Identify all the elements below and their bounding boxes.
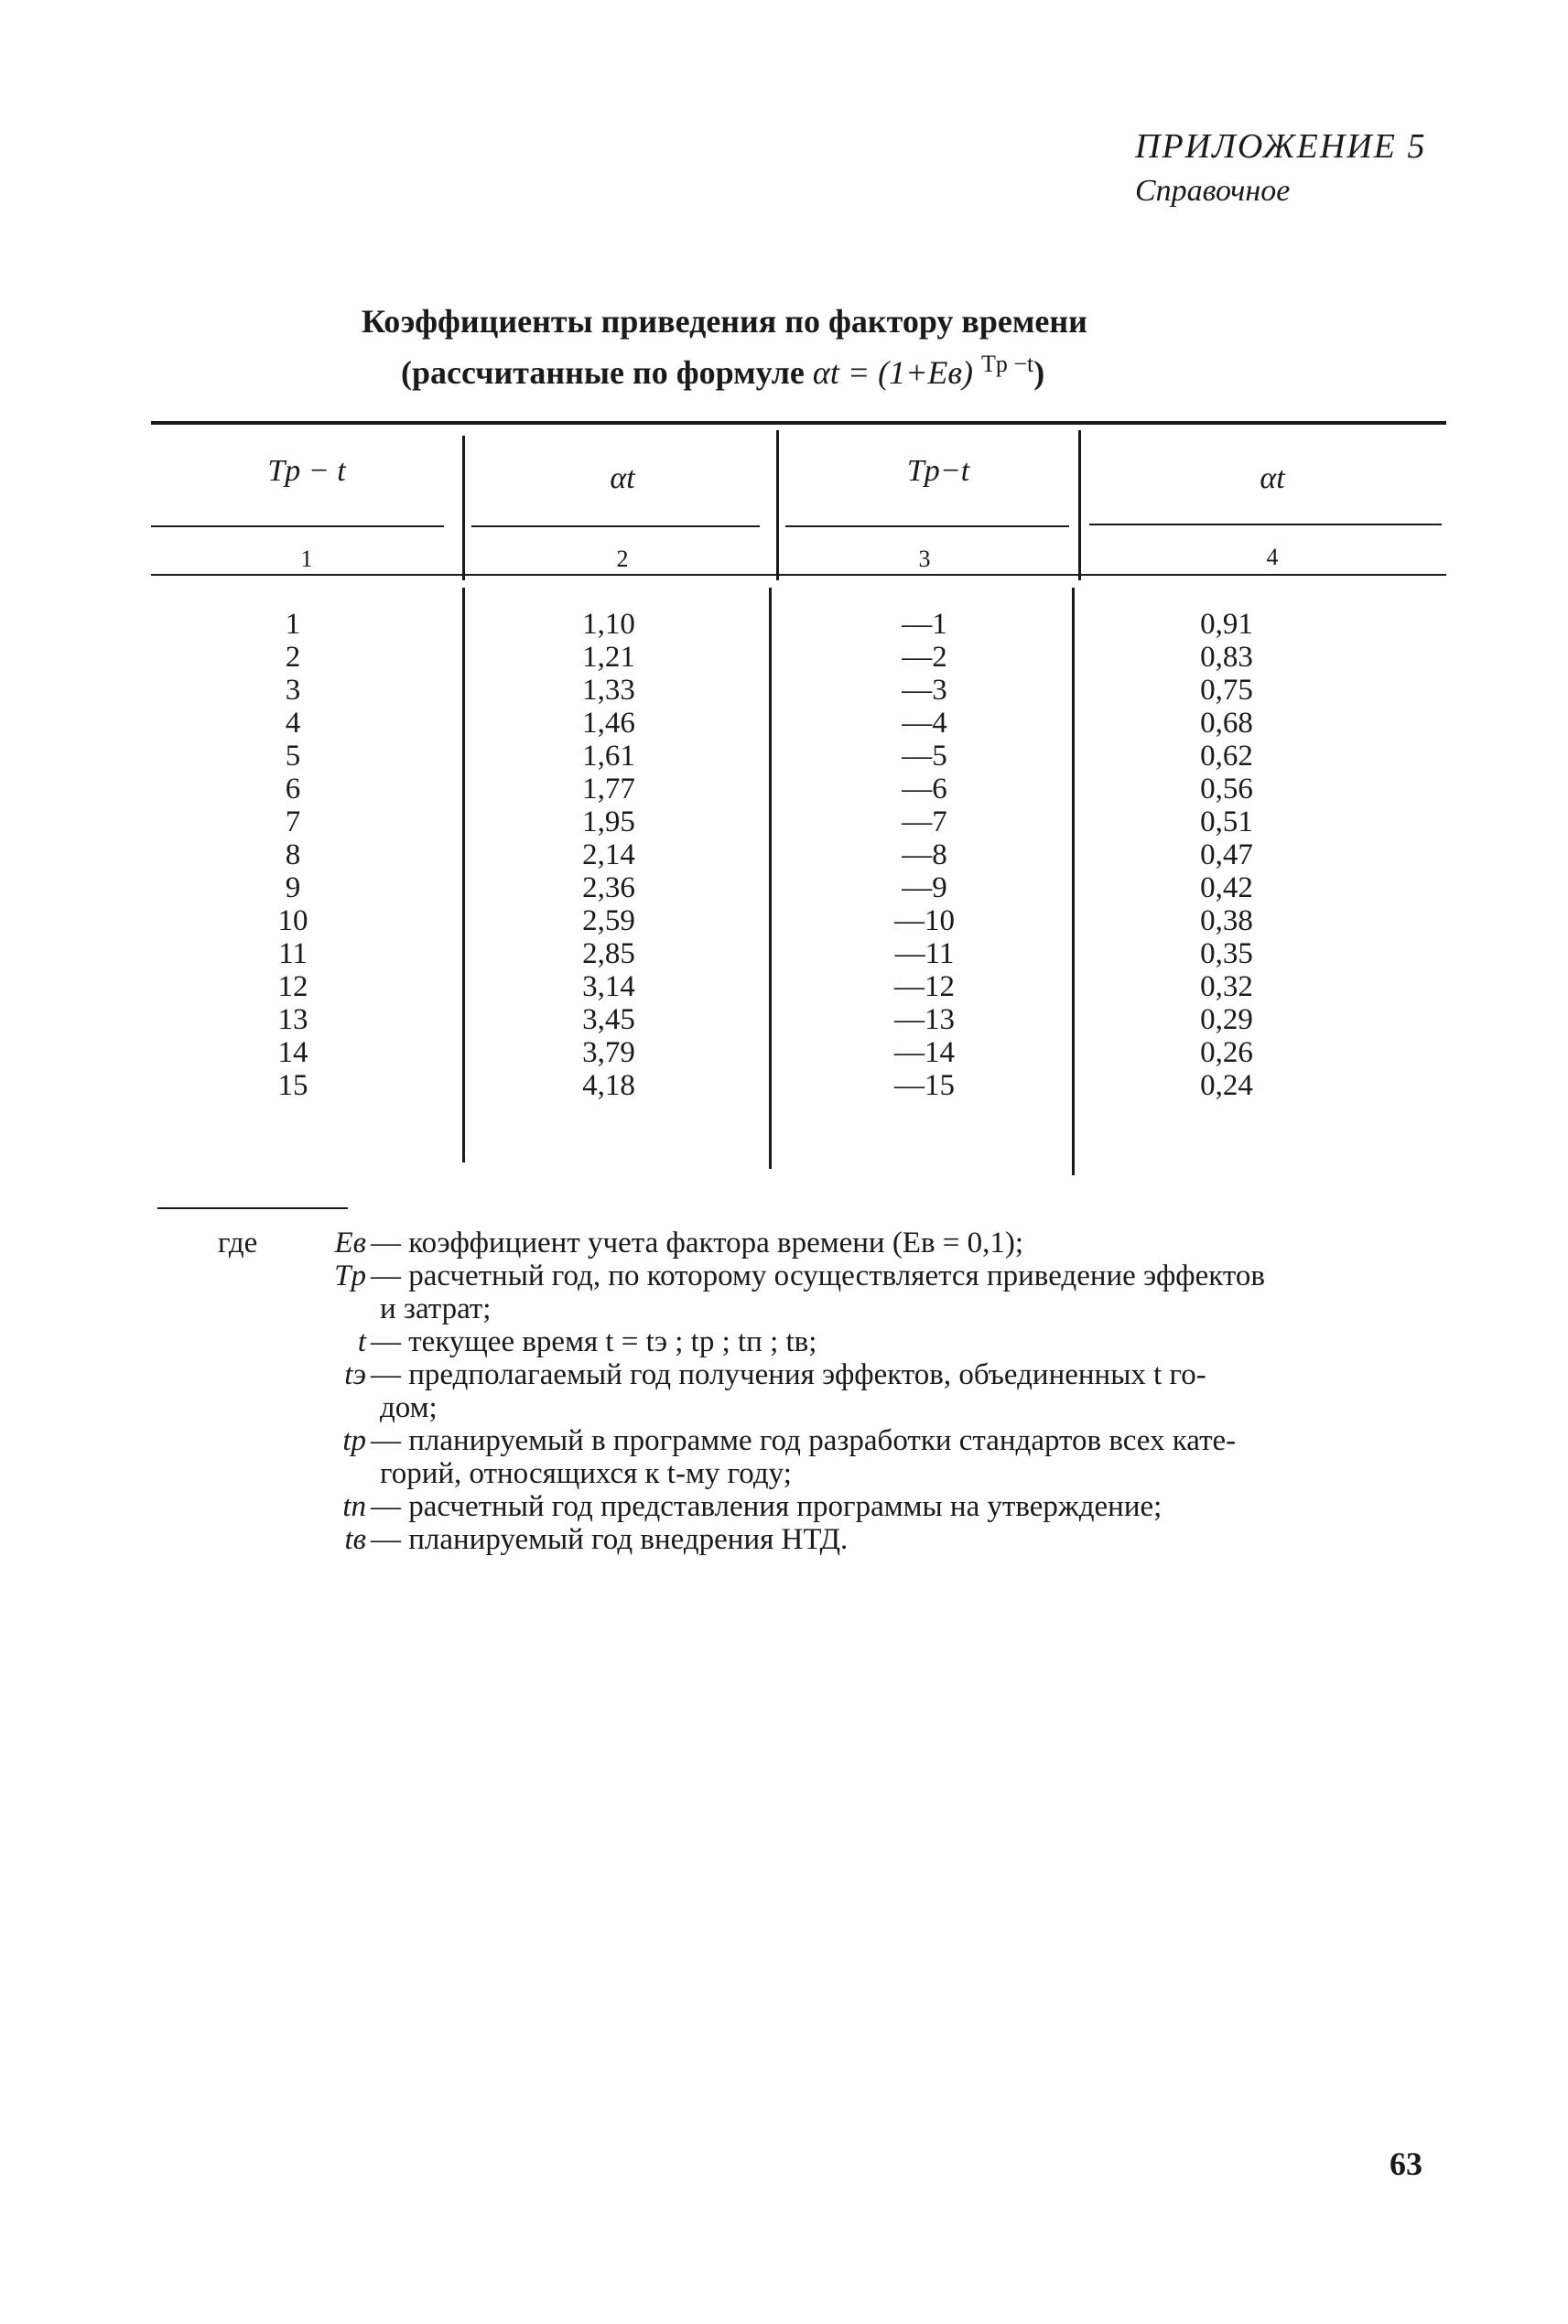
table-cell: 2,85	[582, 937, 635, 970]
subtitle-suffix: )	[1033, 354, 1045, 391]
table-cell: 5	[285, 740, 301, 773]
table-cell: 4,18	[582, 1069, 635, 1102]
table-cell: —10	[894, 904, 955, 937]
table-cell: 0,26	[1200, 1036, 1253, 1069]
subtitle-prefix: (рассчитанные по формуле	[401, 354, 805, 391]
column-1-values	[243, 608, 343, 1102]
table-cell: 0,91	[1200, 608, 1253, 641]
note-text-tp: — планируемый в программе год разработки стандартов всех кате-	[371, 1424, 1237, 1457]
table-subtitle	[401, 351, 1225, 392]
header-underline-2	[471, 525, 760, 527]
table-cell: 1,61	[582, 740, 635, 773]
table-cell: —4	[902, 707, 947, 740]
table-cell: —9	[902, 871, 947, 904]
column-2-values	[549, 608, 668, 1102]
table-cell: 3	[285, 674, 301, 707]
table-cell: 3,79	[582, 1036, 635, 1069]
table-cell: 9	[285, 871, 301, 904]
table-cell: 0,56	[1200, 773, 1253, 805]
table-cell: 3,14	[582, 970, 635, 1003]
table-cell: —12	[894, 970, 955, 1003]
table-cell: 0,38	[1200, 904, 1253, 937]
table-cell: —1	[902, 608, 947, 641]
table-cell: —6	[902, 773, 947, 805]
table-cell: 0,32	[1200, 970, 1253, 1003]
appendix-label: ПРИЛОЖЕНИЕ 5	[1135, 127, 1427, 166]
note-cont-tp: горий, относящихся к t-му году;	[380, 1457, 792, 1490]
table-cell: 1	[285, 608, 301, 641]
table-cell: —3	[902, 674, 947, 707]
table-cell: 1,77	[582, 773, 635, 805]
table-cell: 13	[277, 1003, 308, 1036]
table-cell: 2,59	[582, 904, 635, 937]
table-cell: 3,45	[582, 1003, 635, 1036]
column-number-2: 2	[616, 546, 629, 572]
note-text-ev: — коэффициент учета фактора времени (Eв = 0,1);	[371, 1227, 1024, 1259]
column-header-1: Tр − t	[267, 454, 346, 488]
column-4-values	[1167, 608, 1286, 1102]
column-divider-2-body	[769, 588, 772, 1169]
note-symbol-tn: tп	[342, 1490, 366, 1523]
table-cell: 10	[277, 904, 308, 937]
column-3-values	[865, 608, 984, 1102]
table-title: Коэффициенты приведения по фактору времени	[362, 303, 1087, 340]
table-cell: 0,29	[1200, 1003, 1253, 1036]
reference-label: Справочное	[1135, 174, 1291, 208]
column-divider-1-body	[462, 588, 465, 1162]
table-cell: 0,47	[1200, 838, 1253, 871]
note-symbol-tr: Tр	[334, 1259, 366, 1292]
table-cell: 1,46	[582, 707, 635, 740]
table-cell: —8	[902, 838, 947, 871]
table-cell: 0,24	[1200, 1069, 1253, 1102]
note-text-tr: — расчетный год, по которому осуществляется приведение эффектов	[371, 1259, 1265, 1292]
table-cell: —13	[894, 1003, 955, 1036]
table-cell: —7	[902, 805, 947, 838]
page-number: 63	[1390, 2146, 1422, 2182]
table-cell: 0,62	[1200, 740, 1253, 773]
column-divider-3-body	[1072, 588, 1075, 1175]
table-cell: 1,21	[582, 641, 635, 674]
column-divider-1	[462, 436, 465, 580]
note-text-t: — текущее время t = tэ ; tр ; tп ; tв;	[371, 1325, 817, 1358]
table-cell: 11	[278, 937, 308, 970]
table-cell: —5	[902, 740, 947, 773]
note-symbol-t: t	[357, 1325, 366, 1358]
table-cell: 2,36	[582, 871, 635, 904]
table-cell: 6	[285, 773, 301, 805]
table-cell: 8	[285, 838, 301, 871]
column-header-3: Tр−t	[906, 454, 970, 488]
table-cell: 12	[277, 970, 308, 1003]
column-divider-3	[1078, 430, 1081, 580]
column-number-3: 3	[918, 546, 931, 572]
note-symbol-tp: tр	[342, 1424, 366, 1457]
table-cell: 14	[277, 1036, 308, 1069]
column-header-2: αt	[610, 461, 635, 495]
table-cell: 15	[277, 1069, 308, 1102]
table-top-rule	[151, 421, 1446, 425]
note-cont-te: дом;	[380, 1391, 438, 1424]
notes-lead: где	[218, 1227, 258, 1259]
table-cell: 0,51	[1200, 805, 1253, 838]
table-cell: 7	[285, 805, 301, 838]
table-cell: 2,14	[582, 838, 635, 871]
column-divider-2	[776, 430, 779, 580]
table-cell: —15	[894, 1069, 955, 1102]
table-cell: —2	[902, 641, 947, 674]
table-cell: 4	[285, 707, 301, 740]
note-text-te: — предполагаемый год получения эффектов, объединенных t го-	[371, 1358, 1206, 1391]
column-number-4: 4	[1266, 544, 1279, 570]
header-underline-1	[151, 525, 444, 527]
column-header-4: αt	[1260, 461, 1285, 495]
column-number-rule	[151, 574, 1446, 576]
table-cell: 0,35	[1200, 937, 1253, 970]
column-number-1: 1	[300, 546, 313, 572]
table-cell: 0,42	[1200, 871, 1253, 904]
table-cell: 0,68	[1200, 707, 1253, 740]
table-cell: 1,10	[582, 608, 635, 641]
table-cell: —11	[894, 937, 955, 970]
note-text-tv: — планируемый год внедрения НТД.	[371, 1523, 849, 1556]
note-symbol-tv: tв	[344, 1523, 366, 1556]
table-cell: 2	[285, 641, 301, 674]
header-underline-4	[1089, 524, 1442, 525]
note-symbol-ev: Eв	[334, 1227, 366, 1259]
formula-exponent: Tр −t	[981, 351, 1034, 377]
header-underline-3	[785, 525, 1069, 527]
note-cont-tr: и затрат;	[380, 1292, 492, 1325]
formula: αt = (1+Eв) $^{Tр -t}$	[812, 351, 1034, 391]
table-cell: 1,33	[582, 674, 635, 707]
footnote-rule	[157, 1207, 348, 1209]
table-cell: 0,75	[1200, 674, 1253, 707]
note-symbol-te: tэ	[344, 1358, 366, 1391]
table-cell: 1,95	[582, 805, 635, 838]
table-cell: —14	[894, 1036, 955, 1069]
table-cell: 0,83	[1200, 641, 1253, 674]
note-text-tn: — расчетный год представления программы на утверждение;	[371, 1490, 1162, 1523]
